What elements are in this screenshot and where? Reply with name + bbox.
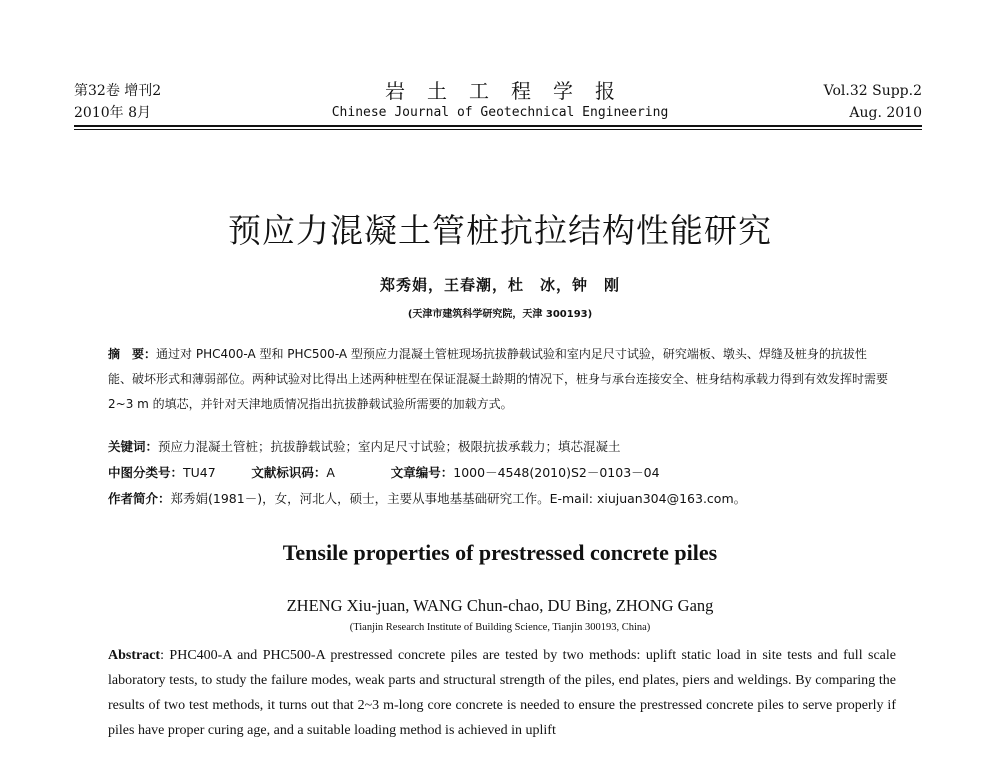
paper-title-cn: 预应力混凝土管桩抗拉结构性能研究 <box>228 211 772 250</box>
header-rule-thick <box>74 125 922 127</box>
keywords-text: 预应力混凝土管桩；抗拔静载试验；室内足尺寸试验；极限抗拔承载力；填芯混凝土 <box>158 439 621 454</box>
author-bio-label: 作者简介： <box>108 491 171 506</box>
article-number-value: 1000－4548(2010)S2－0103－04 <box>453 465 660 480</box>
volume-issue-en: Vol.32 Supp.2 <box>823 83 922 99</box>
abstract-en <box>108 643 896 743</box>
article-number-label: 文章编号： <box>390 465 454 480</box>
abstract-en-label: Abstract <box>108 648 161 663</box>
affiliation-cn: (天津市建筑科学研究院，天津 300193) <box>407 309 593 320</box>
volume-issue: 第32卷 增刊2 <box>74 83 162 99</box>
classification-line <box>108 463 660 483</box>
journal-volume-info-en <box>824 80 922 124</box>
doc-code-value: A <box>326 465 335 480</box>
journal-name-cn: 岩土工程学报 <box>385 79 637 103</box>
keywords <box>108 437 621 457</box>
publication-date-en: Aug. 2010 <box>849 105 922 121</box>
paper-title-en: Tensile properties of prestressed concrete piles <box>282 540 718 565</box>
clc-label: 中图分类号： <box>108 465 184 480</box>
affiliation-en: (Tianjin Research Institute of Building Science, Tianjin 300193, China) <box>349 622 651 633</box>
abstract-cn-label: 摘 要： <box>108 347 157 361</box>
author-bio-text: 郑秀娟(1981－)，女，河北人，硕士，主要从事地基基础研究工作。E-mail: xiujuan304@163.com。 <box>170 491 747 506</box>
header-rule-thin <box>74 129 922 130</box>
clc-value: TU47 <box>183 465 216 480</box>
abstract-cn-text: 通过对 PHC400-A 型和 PHC500-A 型预应力混凝土管桩现场抗拔静载试验和室内足尺寸试验，研究端板、墩头、焊缝及桩身的抗拔性能、破坏形式和薄弱部位。两种试验对比得出上述两种桩型在保证混凝土龄期的情况下，桩身与承台连接安全、桩身结构承载力得到有效发挥时需要 2~3 m 的填芯，并针对天津地质情况指出抗拔静载试验所需要的加载方式。 <box>108 347 889 411</box>
authors-cn: 郑秀娟，王春潮，杜 冰，钟 刚 <box>379 276 620 294</box>
journal-name-en: Chinese Journal of Geotechnical Engineering <box>331 105 669 120</box>
author-bio <box>108 489 746 509</box>
doc-code-label: 文献标识码： <box>251 465 327 480</box>
abstract-cn <box>108 342 888 417</box>
abstract-en-text: : PHC400-A and PHC500-A prestressed concrete piles are tested by two methods: uplift static load in site tests and full scale laboratory tests, to study the failure modes, weak parts and structural strength of the piles, end plates, piers and weldings. By comparing the results of two test methods, it turns out that 2~3 m-long core concrete is needed to ensure the prestressed concrete piles to serve properly if piles have proper curing age, and a suitable loading method is achieved in uplift <box>108 648 896 738</box>
publication-date: 2010年 8月 <box>74 105 151 121</box>
authors-en: ZHENG Xiu-juan, WANG Chun-chao, DU Bing, ZHONG Gang <box>286 596 714 615</box>
keywords-label: 关键词： <box>108 439 159 454</box>
